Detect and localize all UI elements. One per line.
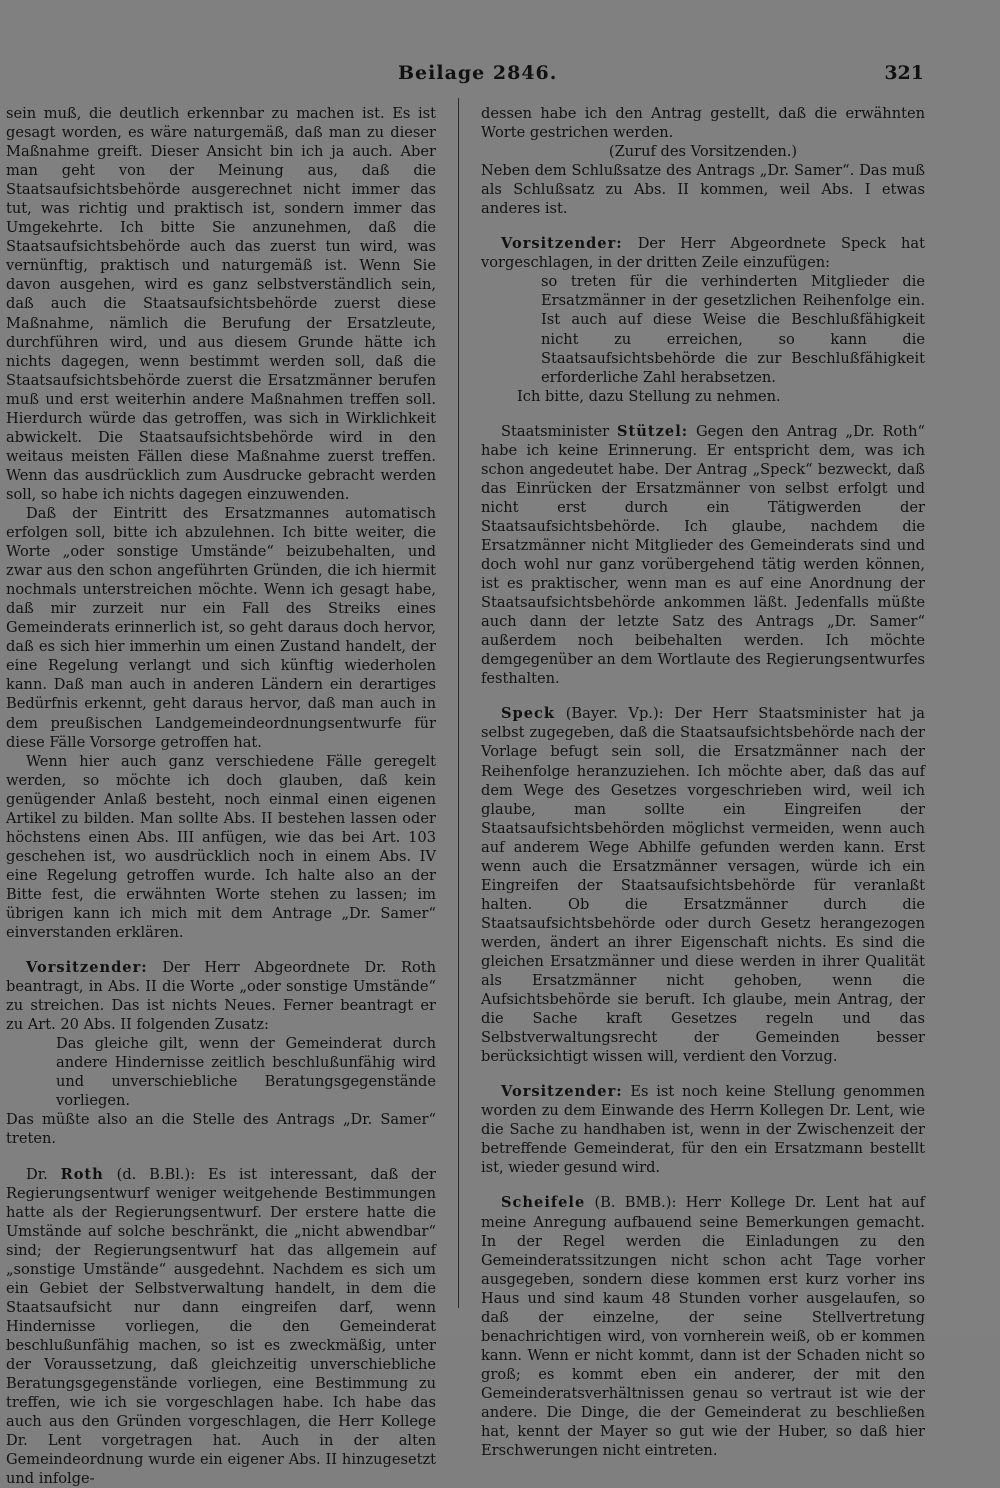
column-divider [458,98,459,1308]
paragraph: Daß der Eintritt des Ersatzmannes automatisch erfolgen soll, bitte ich abzulehnen. Ich bitte weiter, die Worte „oder sonstige Umstände“ beizubehalten, und zwar aus den schon angeführten Gründen, die ich hiermit nochmals unterstreichen möchte. Wenn ich gesagt habe, daß mir zurzeit nur ein Fall des Streiks eines Gemeinderats erinnerlich ist, so geht daraus doch hervor, daß es sich hier immerhin um einen Zustand handelt, der eine Regelung verlangt und sich künftig wiederholen kann. Daß man auch in anderen Ländern ein derartiges Bedürfnis erkennt, geht daraus hervor, daß man auch in dem preußischen Landgemeindeordnungsentwurfe für diese Fälle Vorsorge getroffen hat. [6,504,436,751]
speech-text: Es ist noch keine Stellung genommen worden zu dem Einwande des Herrn Kollegen Dr. Lent, wie die Sache zu handhaben ist, wenn in der Zwischenzeit der betreffende Gemeinderat, für den ein Ersatzmann bestellt ist, wieder gesund wird. [481,1083,925,1177]
right-column [481,104,925,1460]
speech-speck [481,704,925,1066]
speaker-name: Vorsitzender: [501,235,623,253]
speaker-name: Vorsitzender: [26,959,148,977]
paragraph: Ich bitte, dazu Stellung zu nehmen. [517,387,781,405]
paragraph: Das müßte also an die Stelle des Antrags „Dr. Samer“ treten. [6,1111,436,1148]
speaker-prefix: Staatsminister [501,422,617,440]
speech-text: (d. B.Bl.): Es ist interessant, daß der Regierungsentwurf weniger weitgehende Bestimmungen hatte als der Regierungsentwurf. Der erstere hatte die Umstände auf solche beschränkt, die „nicht abwendbar“ sind; der Regierungsentwurf hat das allgemein auf „sonstige Umstände“ ausgedehnt. Nachdem es sich um ein Gebiet der Selbstverwaltung handelt, in dem die Staatsaufsicht nur dann eingreifen darf, wenn Hindernisse vorliegen, die den Gemeinderat beschlußunfähig machen, so ist es zweckmäßig, unter der Voraussetzung, daß gleichzeitig unverschiebliche Beratungsgegenstände vorliegen, eine Bestimmung zu treffen, wie ich sie vorgeschlagen habe. Ich habe das auch aus den Gründen vorgeschlagen, die Herr Kollege Dr. Lent vorgetragen hat. Auch in der alten Gemeindeordnung wurde ein eigener Abs. II hinzugesetzt und infolge- [6,1165,436,1488]
speech-scheifele [481,1193,925,1460]
speaker-name: Stützel: [617,422,689,440]
speech-text: (Bayer. Vp.): Der Herr Staatsminister hat ja selbst zugegeben, daß die Staatsaufsichtsbehörde nach der Vorlage befugt sein soll, die Ersatzmänner nach der Reihenfolge heranzuziehen. Ich möchte aber, daß das auf dem Wege des Gesetzes vorgeschrieben wird, weil ich glaube, man sollte ein Eingreifen der Staatsaufsichtsbehörden möglichst vermeiden, wenn auch auf anderem Wege Abhilfe gefunden werden kann. Erst wenn auch die Ersatzmänner versagen, würde ich ein Eingreifen der Staatsaufsichtsbehörde für veranlaßt halten. Ob die Ersatzmänner durch die Staatsaufsichtsbehörde oder durch Gesetz herangezogen werden, ändert an ihrer Eigenschaft nichts. Es sind die gleichen Ersatzmänner und diese werden in ihrer Qualität als Ersatzmänner nicht gehoben, wenn die Aufsichtsbehörde sie beruft. Ich glaube, mein Antrag, der die Sache kraft Gesetzes regeln und das Selbstverwaltungsrecht der Gemeinden besser berücksichtigt wissen will, verdient den Vorzug. [481,705,925,1066]
page-number: 321 [884,62,924,84]
interjection: (Zuruf des Vorsitzenden.) [608,143,798,161]
speech-vorsitzender [481,1082,925,1177]
speaker-name: Speck [501,705,556,723]
speaker-name: Roth [60,1165,104,1183]
paragraph: sein muß, die deutlich erkennbar zu machen ist. Es ist gesagt worden, es wäre naturgemäß, daß man zu dieser Maßnahme greift. Dieser Ansicht bin ich ja auch. Aber man geht von der Meinung aus, daß die Staatsaufsichtsbehörde ausgerechnet nicht immer das tut, was richtig und praktisch ist, sondern immer das Umgekehrte. Ich bitte Sie anzunehmen, daß die Staatsaufsichtsbehörde auch das zuerst tun wird, was vernünftig, praktisch und naturgemäß ist. Wenn Sie davon ausgehen, wird es ganz selbstverständlich sein, daß auch die Staatsaufsichtsbehörde zuerst diese Maßnahme, nämlich die Berufung der Ersatzleute, durchführen wird, und aus diesem Grunde hätte ich nichts dagegen, wenn bestimmt werden soll, daß die Staatsaufsichtsbehörde zuerst die Ersatzmänner berufen muß und erst weiterhin andere Maßnahmen treffen soll. Hierdurch würde das getroffen, was sich in Wirklichkeit abwickelt. Die Staatsaufsichtsbehörde wird in den weitaus meisten Fällen diese Maßnahme zuerst treffen. Wenn das ausdrücklich zum Ausdrucke gebracht werden soll, so habe ich nichts dagegen einzuwenden. [6,105,436,503]
speech-vorsitzender [481,234,925,272]
paragraph: Neben dem Schlußsatze des Antrags „Dr. Samer“. Das muß als Schlußsatz zu Abs. II kommen, weil Abs. I etwas anderes ist. [481,162,925,218]
motion-quote: so treten für die verhinderten Mitglieder die Ersatzmänner in der gesetzlichen Reihenfolge ein. Ist auch auf diese Weise die Beschlußfähigkeit nicht zu erreichen, so kann die Staatsaufsichtsbehörde die zur Beschlußfähigkeit erforderliche Zahl herabsetzen. [541,273,925,386]
speech-vorsitzender [6,958,436,1034]
speaker-prefix: Dr. [26,1165,61,1183]
speech-text: (B. BMB.): Herr Kollege Dr. Lent hat auf meine Anregung aufbauend seine Bemerkungen gemacht. In der Regel werden die Einladungen zu den Gemeinderatssitzungen nicht schon acht Tage vorher ausgegeben, sondern diese kommen erst kurz vorher ins Haus und sind kaum 48 Stunden vorher ausgelaufen, so daß der einzelne, der seine Stellvertretung benachrichtigen wird, von vornherein weiß, ob er kommen kann. Wenn er nicht kommt, dann ist der Schaden nicht so groß; es kommt eben ein anderer, der mit den Gemeinderatsverhältnissen genau so vertraut ist wie der andere. Die Dinge, die der Gemeinderat zu beschließen hat, kennt der Mayer so gut wie der Huber, so daß hier Erschwerungen nicht eintreten. [481,1194,925,1460]
page-header [0,60,1000,90]
speech-text: Der Herr Abgeordnete Speck hat vorgeschlagen, in der dritten Zeile einzufügen: [481,235,925,272]
speech-stuetzel [481,422,925,689]
left-column [6,104,436,1488]
speaker-name: Scheifele [501,1194,586,1212]
motion-quote: Das gleiche gilt, wenn der Gemeinderat durch andere Hindernisse zeitlich beschlußunfähig wird und unverschiebliche Beratungsgegenstände vorliegen. [56,1035,436,1110]
paragraph: Wenn hier auch ganz verschiedene Fälle geregelt werden, so möchte ich doch glauben, daß kein genügender Anlaß besteht, noch einmal einen eigenen Artikel zu bilden. Man sollte Abs. II bestehen lassen oder höchstens einen Abs. III anfügen, wie das bei Art. 103 geschehen ist, wo ausdrücklich noch in einem Abs. IV eine Regelung getroffen wurde. Ich halte also an der Bitte fest, die erwähnten Worte stehen zu lassen; im übrigen kann ich mich mit dem Antrage „Dr. Samer“ einverstanden erklären. [6,752,436,942]
speech-text: Gegen den Antrag „Dr. Roth“ habe ich keine Erinnerung. Er entspricht dem, was ich schon angedeutet habe. Der Antrag „Speck“ bezweckt, daß das Einrücken der Ersatzmänner von selbst erfolgt und nicht erst durch ein Tätigwerden der Staatsaufsichtsbehörde. Ich glaube, nachdem die Ersatzmänner nicht Mitglieder des Gemeinderats sind und doch wohl nur ganz vorübergehend tätig werden können, ist es praktischer, wenn man es auf eine Anordnung der Staatsaufsichtsbehörde ankommen läßt. Jedenfalls müßte auch dann der letzte Satz des Antrags „Dr. Samer“ außerdem noch beibehalten werden. Ich möchte demgegenüber an dem Wortlaute des Regierungsentwurfes festhalten. [481,422,925,688]
paragraph: dessen habe ich den Antrag gestellt, daß die erwähnten Worte gestrichen werden. [481,105,925,142]
page-title: Beilage 2846. [398,62,558,84]
speaker-name: Vorsitzender: [501,1083,623,1101]
speech-text: Der Herr Abgeordnete Dr. Roth beantragt, in Abs. II die Worte „oder sonstige Umstände“ zu streichen. Das ist nichts Neues. Ferner beantragt er zu Art. 20 Abs. II folgenden Zusatz: [6,959,436,1034]
speech-roth [6,1165,436,1488]
